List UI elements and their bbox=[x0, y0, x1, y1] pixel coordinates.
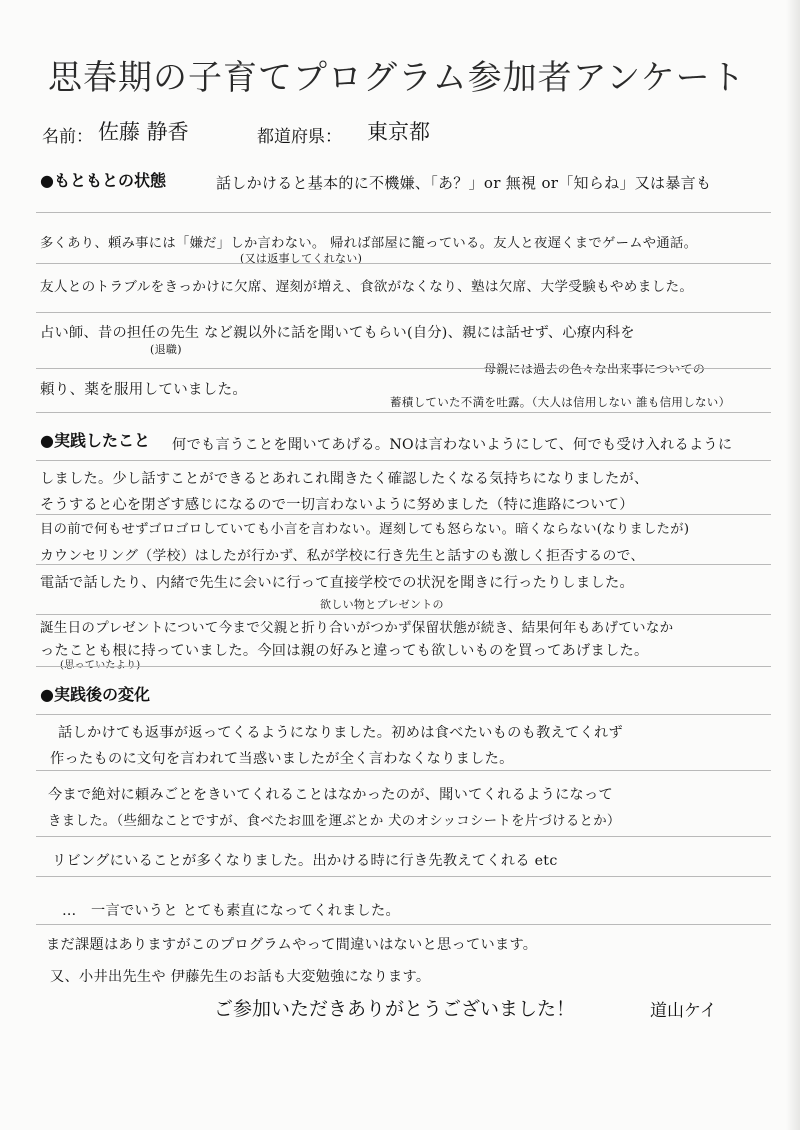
ruled-line bbox=[36, 614, 771, 615]
name-value: 佐藤 静香 bbox=[98, 120, 189, 144]
annotation-note: 蓄積していた不満を吐露。（大人は信用しない 誰も信用しない） bbox=[390, 395, 731, 409]
answer-line: 又、小井出先生や 伊藤先生のお話も大変勉強になります。 bbox=[50, 969, 431, 985]
page-title: 思春期の子育てプログラム参加者アンケート bbox=[48, 58, 746, 98]
answer-line: そうすると心を閉ざす感じになるので一切言わないように努めました（特に進路について） bbox=[40, 497, 634, 513]
respondent-info bbox=[42, 118, 642, 148]
name-label: 名前： bbox=[42, 127, 93, 147]
answer-line: 話しかけても返事が返ってくるようになりました。初めは食べたいものも教えてくれず bbox=[58, 725, 624, 741]
prefecture-value: 東京都 bbox=[367, 120, 430, 144]
ruled-line bbox=[36, 514, 771, 515]
annotation-note: 欲しい物とプレゼントの bbox=[320, 598, 444, 611]
answer-line: ったことも根に持っていました。今回は親の好みと違っても欲しいものを買ってあげました。 bbox=[40, 643, 649, 659]
annotation-note: (又は返事してくれない) bbox=[240, 252, 363, 265]
prefecture-label: 都道府県： bbox=[257, 127, 342, 147]
annotation-note: (思っていたより) bbox=[60, 660, 141, 671]
ruled-line bbox=[36, 368, 771, 369]
closing-message: ご参加いただきありがとうございました！ bbox=[214, 998, 576, 1020]
ruled-line bbox=[36, 460, 771, 461]
signature: 道山ケイ bbox=[650, 1001, 717, 1021]
ruled-line bbox=[36, 876, 771, 877]
section-heading-original-state: ●もともとの状態 bbox=[40, 171, 166, 190]
answer-line: 目の前で何もせずゴロゴロしていても小言を言わない。遅刻しても怒らない。暗くならない(なりましたが) bbox=[40, 522, 690, 537]
ruled-line bbox=[36, 770, 771, 771]
ruled-line bbox=[36, 412, 771, 413]
ruled-line bbox=[36, 312, 771, 313]
answer-line: まだ課題はありますがこのプログラムやって間違いはないと思っています。 bbox=[46, 937, 538, 953]
section-heading-practice: ●実践したこと bbox=[40, 431, 150, 450]
answer-line: 頼り、薬を服用していました。 bbox=[40, 382, 248, 398]
ruled-line bbox=[36, 714, 771, 715]
answer-line: 友人とのトラブルをきっかけに欠席、遅刻が増え、食欲がなくなり、塾は欠席、大学受験もやめました。 bbox=[40, 279, 694, 295]
ruled-line bbox=[36, 212, 771, 213]
answer-line: 何でも言うことを聞いてあげる。NOは言わないようにして、何でも受け入れるように bbox=[172, 437, 733, 453]
answer-line: きました。（些細なことですが、食べたお皿を運ぶとか 犬のオシッコシートを片づけるとか） bbox=[48, 814, 621, 829]
answer-line: 電話で話したり、内緒で先生に会いに行って直接学校での状況を聞きに行ったりしました。 bbox=[40, 575, 634, 591]
ruled-line bbox=[36, 666, 771, 667]
answer-line: 話しかけると基本的に不機嫌、「あ？」or 無視 or「知らね」又は暴言も bbox=[216, 174, 712, 192]
answer-line: リビングにいることが多くなりました。出かける時に行き先教えてくれる etc bbox=[52, 853, 558, 869]
answer-line: カウンセリング（学校）はしたが行かず、私が学校に行き先生と話すのも激しく拒否するので、 bbox=[40, 548, 645, 564]
answer-line: しました。少し話すことができるとあれこれ聞きたく確認したくなる気持ちになりましたが、 bbox=[40, 471, 649, 487]
ruled-line bbox=[36, 924, 771, 925]
section-heading-after-changes: ●実践後の変化 bbox=[40, 685, 150, 704]
annotation-note: 母親には過去の色々な出来事についての bbox=[484, 362, 706, 376]
paper-edge-shadow bbox=[786, 0, 800, 1130]
answer-line: 占い師、昔の担任の先生 など親以外に話を聞いてもらい(自分)、親には話せず、心療内科を bbox=[40, 325, 635, 341]
answer-line: … 一言でいうと とても素直になってくれました。 bbox=[62, 903, 401, 919]
ruled-line bbox=[36, 263, 771, 264]
answer-line: 多くあり、頼み事には「嫌だ」しか言わない。 帰れば部屋に籠っている。友人と夜遅くまでゲームや通話。 bbox=[40, 236, 698, 251]
annotation-note: (退職) bbox=[150, 343, 182, 356]
ruled-line bbox=[36, 564, 771, 565]
answer-line: 作ったものに文句を言われて当惑いましたが全く言わなくなりました。 bbox=[50, 751, 514, 767]
answer-line: 誕生日のプレゼントについて今まで父親と折り合いがつかず保留状態が続き、結果何年もあげていなか bbox=[40, 620, 674, 636]
answer-line: 今まで絶対に頼みごとをきいてくれることはなかったのが、聞いてくれるようになって bbox=[48, 787, 614, 803]
ruled-line bbox=[36, 836, 771, 837]
